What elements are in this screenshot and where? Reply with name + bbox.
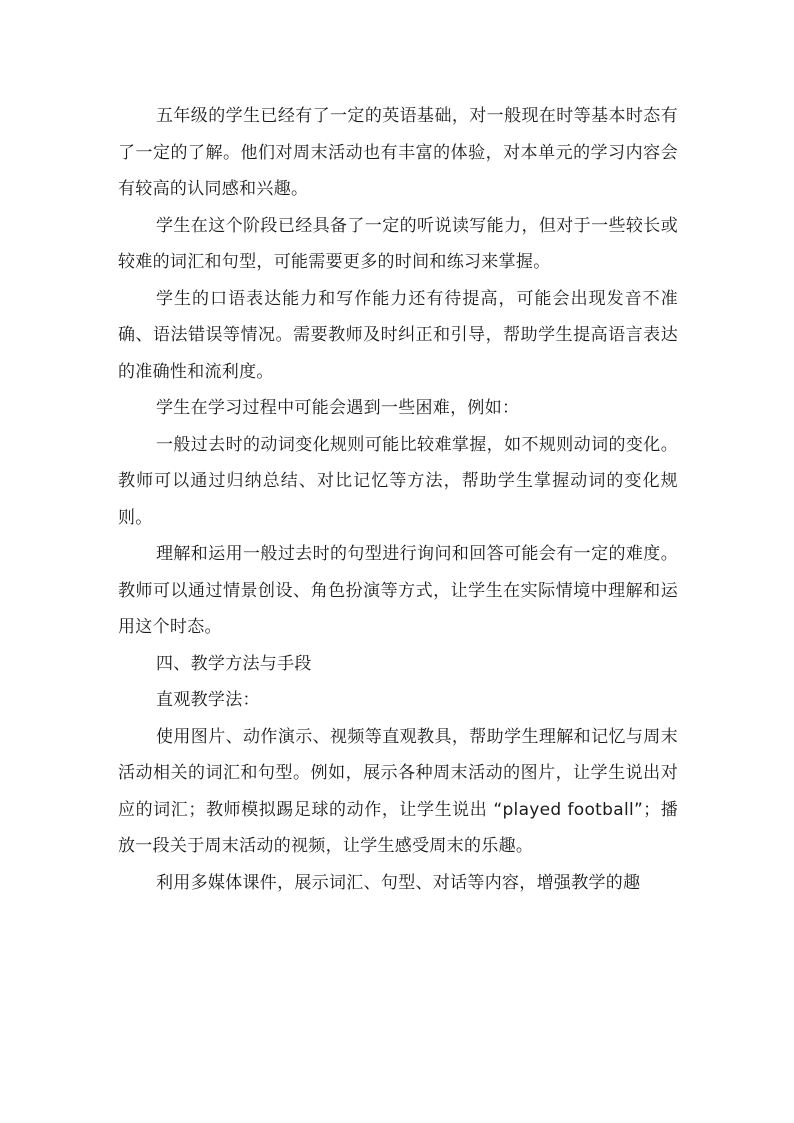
- paragraph-difficulties-intro: 学生在学习过程中可能会遇到一些困难，例如：: [156, 398, 520, 418]
- paragraph-listening-reading-ability: 学生在这个阶段已经具备了一定的听说读写能力，但对于一些较长或较难的词汇和句型，可能需要更多的时间和练习来掌握。: [118, 215, 678, 272]
- paragraph-speaking-writing-ability: 学生的口语表达能力和写作能力还有待提高，可能会出现发音不准确、语法错误等情况。需要教师及时纠正和引导，帮助学生提高语言表达的准确性和流利度。: [118, 288, 678, 382]
- paragraph-student-background: 五年级的学生已经有了一定的英语基础，对一般现在时等基本时态有了一定的了解。他们对周末活动也有丰富的体验，对本单元的学习内容会有较高的认同感和兴趣。: [118, 106, 678, 199]
- paragraph-multimedia: 利用多媒体课件，展示词汇、句型、对话等内容，增强教学的趣: [156, 872, 641, 893]
- paragraph-visual-aids: 使用图片、动作演示、视频等直观教具，帮助学生理解和记忆与周末活动相关的词汇和句型。例如，展示各种周末活动的图片，让学生说出对应的词汇；教师模拟踢足球的动作，让学生说出 “played football”；播放一段关于周末活动的视频，让学生感受周末的乐趣。: [118, 726, 678, 856]
- section-heading-teaching-methods: 四、教学方法与手段: [156, 653, 312, 674]
- document-body: [118, 98, 678, 901]
- paragraph-sentence-patterns: 理解和运用一般过去时的句型进行询问和回答可能会有一定的难度。教师可以通过情景创设、角色扮演等方式，让学生在实际情境中理解和运用这个时态。: [118, 544, 678, 637]
- paragraph-verb-rules: 一般过去时的动词变化规则可能比较难掌握，如不规则动词的变化。教师可以通过归纳总结、对比记忆等方法，帮助学生掌握动词的变化规则。: [118, 434, 678, 528]
- subheading-intuitive-teaching: 直观教学法：: [156, 690, 260, 710]
